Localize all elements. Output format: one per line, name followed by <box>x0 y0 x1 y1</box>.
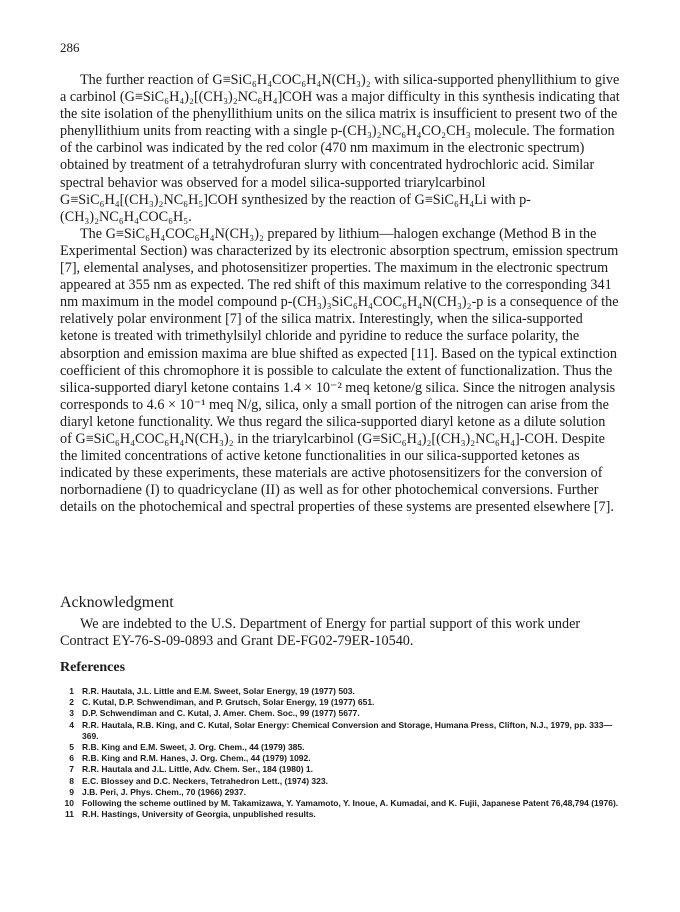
reference-item <box>60 753 620 764</box>
reference-item <box>60 787 620 798</box>
acknowledgment-heading: Acknowledgment <box>60 594 174 611</box>
reference-number: 2 <box>69 697 74 708</box>
body-text <box>60 72 620 516</box>
reference-item <box>60 686 620 697</box>
reference-text: R.R. Hautala, R.B. King, and C. Kutal, Solar Energy: Chemical Conversion and Storage, Humana Press, Clifton, N.J., 1979, pp. 333—369. <box>82 719 612 741</box>
reference-text: R.H. Hastings, University of Georgia, unpublished results. <box>82 809 316 820</box>
reference-item <box>60 764 620 775</box>
reference-number: 3 <box>69 708 74 719</box>
reference-number: 9 <box>69 786 74 797</box>
reference-number: 11 <box>65 809 74 820</box>
reference-list <box>60 686 620 820</box>
reference-number: 4 <box>69 719 74 730</box>
reference-text: R.R. Hautala and J.L. Little, Adv. Chem. Ser., 184 (1980) 1. <box>82 764 313 775</box>
reference-text: C. Kutal, D.P. Schwendiman, and P. Grutsch, Solar Energy, 19 (1977) 651. <box>82 697 375 708</box>
reference-text: R.R. Hautala, J.L. Little and E.M. Sweet, Solar Energy, 19 (1977) 503. <box>82 686 355 696</box>
paragraph-carbinol: The further reaction of G≡SiC₆H₄COC₆H₄N(CH₃)₂ with silica-supported phenyllithium to give a carbinol (G≡SiC₆H₄)₂[(CH₃)₂NC₆H₄]COH was a major difficulty in this synthesis indicating that the site isolation of the phenyllithium units on the silica matrix is insufficient to present two of the phenyllithium units from reacting with a single p-(CH₃)₂NC₆H₄CO₂CH₃ molecule. The formation of the carbinol was indicated by the red color (470 nm maximum in the electronic spectrum) obtained by treatment of a tetrahydrofuran slurry with concentrated hydrochloric acid. Similar spectral behavior was observed for a model silica-supported triarylcarbinol G≡SiC₆H₄[(CH₃)₂NC₆H₅]COH synthesized by the reaction of G≡SiC₆H₄Li with p-(CH₃)₂NC₆H₄COC₆H₅. <box>60 72 620 225</box>
reference-text: R.B. King and E.M. Sweet, J. Org. Chem., 44 (1979) 385. <box>82 742 305 753</box>
reference-number: 5 <box>69 742 74 753</box>
reference-number: 8 <box>69 775 74 786</box>
reference-item <box>60 776 620 787</box>
acknowledgment-text: We are indebted to the U.S. Department of Energy for partial support of this work under Contract EY-76-S-09-0893 and Grant DE-FG02-79ER-10540. <box>60 616 581 650</box>
page-number: 286 <box>60 40 80 55</box>
reference-text: Following the scheme outlined by M. Takamizawa, Y. Yamamoto, Y. Inoue, A. Kumadai, and K. Fujii, Japanese Patent 76,48,794 (1976). <box>82 798 619 809</box>
reference-item <box>60 742 620 753</box>
reference-number: 1 <box>69 686 74 696</box>
reference-text: R.B. King and R.M. Hanes, J. Org. Chem., 44 (1979) 1092. <box>82 753 311 764</box>
reference-number: 10 <box>64 798 74 809</box>
references-heading: References <box>60 660 126 675</box>
reference-text: J.B. Peri, J. Phys. Chem., 70 (1966) 2937. <box>82 786 246 797</box>
reference-item <box>60 809 620 820</box>
reference-number: 6 <box>69 753 74 764</box>
reference-number: 7 <box>69 764 74 775</box>
reference-text: D.P. Schwendiman and C. Kutal, J. Amer. Chem. Soc., 99 (1977) 5677. <box>82 708 360 719</box>
reference-text: E.C. Blossey and D.C. Neckers, Tetrahedron Lett., (1974) 323. <box>82 775 328 786</box>
paragraph-ketone-characterization: The G≡SiC₆H₄COC₆H₄N(CH₃)₂ prepared by lithium—halogen exchange (Method B in the Experimental Section) was characterized by its electronic absorption spectrum, emission spectrum [7], elemental analyses, and photosensitizer properties. The maximum in the electronic spectrum appeared at 355 nm as expected. The red shift of this maximum relative to the corresponding 341 nm maximum in the model compound p-(CH₃)₃SiC₆H₄COC₆H₄N(CH₃)₂-p is a consequence of the relatively polar environment [7] of the silica matrix. Interestingly, when the silica-supported ketone is treated with trimethylsilyl chloride and pyridine to reduce the surface polarity, the absorption and emission maxima are blue shifted as expected [11]. Based on the typical extinction coefficient of this chromophore it is possible to calculate the extent of functionalization. Thus the silica-supported diaryl ketone contains 1.4 × 10⁻² meq ketone/g silica. Since the nitrogen analysis corresponds to 4.6 × 10⁻¹ meq N/g, silica, only a small portion of the nitrogen can arise from the diaryl ketone functionality. We thus regard the silica-supported diaryl ketone as a dilute solution of G≡SiC₆H₄COC₆H₄N(CH₃)₂ in the triarylcarbinol (G≡SiC₆H₄)₂[(CH₃)₂NC₆H₄]-COH. Despite the limited concentrations of active ketone functionalities in our silica-supported ketones as indicated by these experiments, these materials are active photosensitizers for the conversion of norbornadiene (I) to quadricyclane (II) as well as for other photochemical conversions. Further details on the photochemical and spectral properties of these systems are presented elsewhere [7]. <box>60 225 619 516</box>
reference-item <box>60 697 620 708</box>
reference-item <box>60 798 620 809</box>
reference-item <box>60 720 620 742</box>
reference-item <box>60 708 620 719</box>
